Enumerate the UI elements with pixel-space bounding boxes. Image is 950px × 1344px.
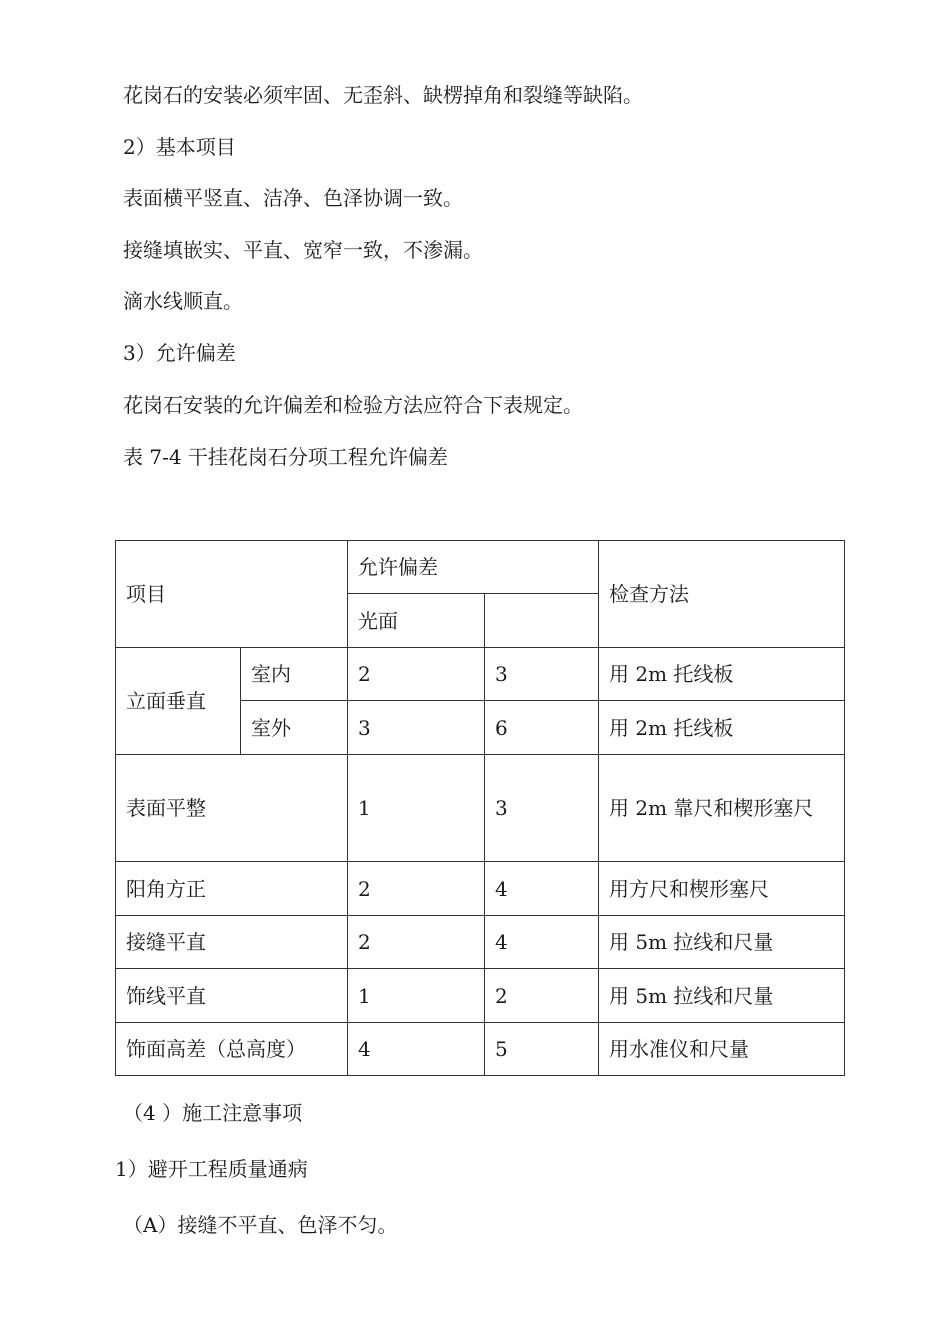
cell-other: 4 — [485, 862, 599, 916]
cell-polished: 4 — [348, 1023, 485, 1076]
cell-item: 表面平整 — [116, 755, 348, 862]
table-row — [116, 862, 845, 916]
header-other — [485, 594, 599, 648]
cell-method: 用 2m 托线板 — [599, 648, 845, 701]
cell-item: 接缝平直 — [116, 916, 348, 969]
cell-polished: 1 — [348, 755, 485, 862]
header-allowed-deviation: 允许偏差 — [348, 541, 599, 594]
deviation-table — [115, 540, 845, 1076]
cell-polished: 2 — [348, 862, 485, 916]
paragraph-granite-installation: 花岗石的安装必须牢固、无歪斜、缺楞掉角和裂缝等缺陷。 — [123, 83, 643, 107]
cell-sub: 室外 — [241, 701, 348, 755]
cell-method: 用方尺和楔形塞尺 — [599, 862, 845, 916]
table-caption: 表 7-4 干挂花岗石分项工程允许偏差 — [123, 445, 448, 469]
cell-polished: 2 — [348, 916, 485, 969]
cell-other: 2 — [485, 969, 599, 1023]
heading-basic-items: 2）基本项目 — [123, 135, 236, 159]
cell-method: 用 2m 靠尺和楔形塞尺 — [599, 755, 845, 862]
cell-vertical-label: 立面垂直 — [116, 648, 241, 755]
header-method: 检查方法 — [599, 541, 845, 648]
paragraph-joints: 接缝填嵌实、平直、宽窄一致，不渗漏。 — [123, 238, 483, 262]
cell-method: 用 5m 拉线和尺量 — [599, 916, 845, 969]
cell-polished: 3 — [348, 701, 485, 755]
heading-allowed-deviation: 3）允许偏差 — [123, 341, 236, 365]
paragraph-drip-line: 滴水线顺直。 — [123, 289, 243, 313]
paragraph-surface: 表面横平竖直、洁净、色泽协调一致。 — [123, 186, 463, 210]
cell-method: 用水准仪和尺量 — [599, 1023, 845, 1076]
cell-polished: 1 — [348, 969, 485, 1023]
cell-item: 饰线平直 — [116, 969, 348, 1023]
cell-method: 用 5m 拉线和尺量 — [599, 969, 845, 1023]
cell-other: 3 — [485, 648, 599, 701]
cell-item: 饰面高差（总高度） — [116, 1023, 348, 1076]
table-row — [116, 969, 845, 1023]
cell-other: 3 — [485, 755, 599, 862]
cell-item: 阳角方正 — [116, 862, 348, 916]
paragraph-deviation-spec: 花岗石安装的允许偏差和检验方法应符合下表规定。 — [123, 393, 583, 417]
paragraph-defect-a: （A）接缝不平直、色泽不匀。 — [123, 1213, 398, 1237]
cell-other: 6 — [485, 701, 599, 755]
heading-avoid-defects: 1）避开工程质量通病 — [115, 1157, 308, 1181]
header-item: 项目 — [116, 541, 348, 648]
heading-construction-notes: （4 ）施工注意事项 — [123, 1101, 303, 1125]
table-row — [116, 755, 845, 862]
cell-sub: 室内 — [241, 648, 348, 701]
cell-other: 5 — [485, 1023, 599, 1076]
table-row — [116, 916, 845, 969]
table-row — [116, 648, 845, 701]
table-header-row — [116, 541, 845, 594]
header-polished: 光面 — [348, 594, 485, 648]
table-row — [116, 1023, 845, 1076]
cell-polished: 2 — [348, 648, 485, 701]
cell-method: 用 2m 托线板 — [599, 701, 845, 755]
cell-other: 4 — [485, 916, 599, 969]
